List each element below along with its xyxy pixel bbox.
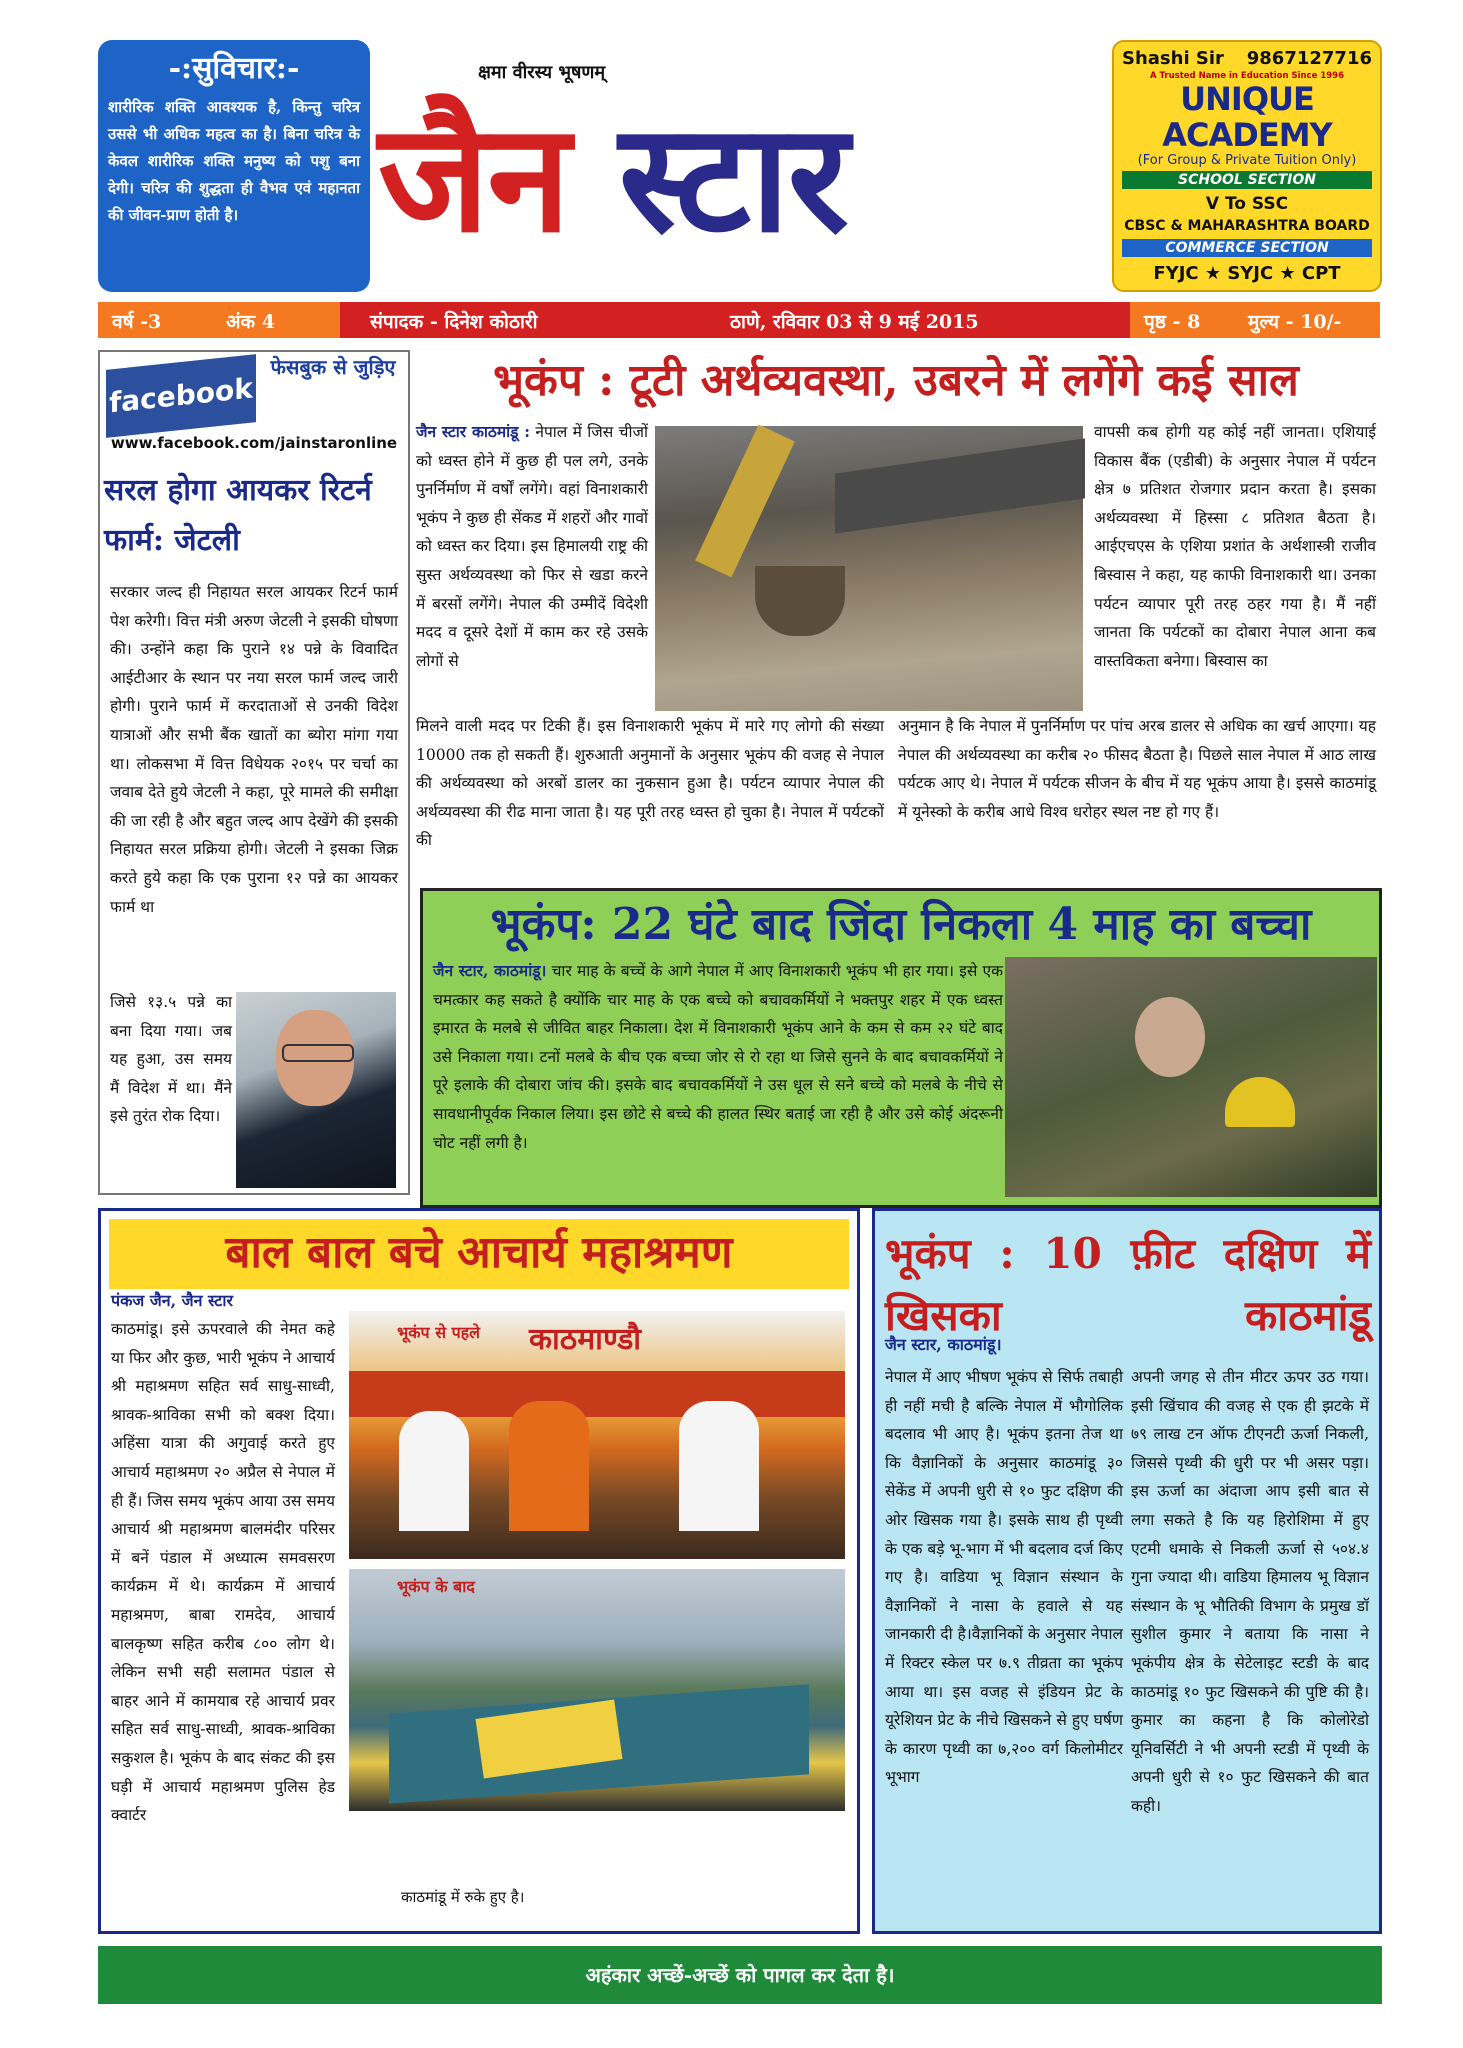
main-story-col1-text: नेपाल में जिस चीजों को ध्वस्त होने में कुछ ही पल लगे, उनके पुनर्निर्माण में वर्षों लगेंगे। वहां विनाशकारी भूकंप ने कुछ ही सेंकड में शहरों और गावों को ध्वस्त कर दिया। इस हिमालयी राष्ट्र की सुस्त अर्थव्यवस्था को फिर से खडा करने में बरसों लगेंगे। नेपाल की उम्मीदें विदेशी मदद व दूसरे देशों में काम कर रहे उसके लोगों से: [416, 423, 648, 670]
ad-boards: CBSC & MAHARASHTRA BOARD: [1124, 218, 1370, 234]
left-story-body: सरकार जल्द ही निहायत सरल आयकर रिटर्न फार्म पेश करेगी। वित्त मंत्री अरुण जेटली ने इसकी घोषणा की। उन्होंने कहा कि पुराने १४ पन्ने के विवादित आईटीआर के स्थान पर नया सरल फार्म जल्द जारी होगी। पुराने फार्म में करदाताओं से उनकी विदेश यात्राओं और सभी बैंक खातों का ब्योरा मांगा गया था। लोकसभा में वित्त विधेयक २०१५ पर चर्चा का जवाब देते हुये जेटली ने कहा, पूरे मामले की समीक्षा की जा रही है और बहुत जल्द आप देखेंगे की इसकी निहायत सरल प्रक्रिया होगी। जेटली ने इसका जिक्र करते हुये कहा कि एक पुराना १२ पन्ने का आयकर फार्म था: [110, 583, 398, 916]
suvichar-text: शारीरिक शक्ति आवश्यक है, किन्तु चरित्र उससे भी अधिक महत्व का है। बिना चरित्र के केवल शारीरिक शक्ति मनुष्य को पशु बना देगी। चरित्र की शुद्धता ही वैभव एवं महानता की जीवन-प्राण होती है।: [108, 98, 360, 224]
main-story-byline: जैन स्टार काठमांडू :: [416, 422, 530, 441]
newspaper-title: [378, 84, 1098, 274]
masthead-motto: क्षमा वीरस्य भूषणम्: [478, 62, 606, 83]
editor-name: संपादक - दिनेश कोठारी: [370, 311, 538, 333]
before-photo-label: भूकंप से पहले: [397, 1323, 481, 1342]
main-story-column-1: [416, 418, 648, 675]
ad-phone: 9867127716: [1246, 48, 1372, 69]
issue-info-bar: [98, 302, 1380, 338]
ad-tagline: A Trusted Name in Education Since 1996: [1150, 71, 1344, 81]
child-rescue-story: [420, 888, 1382, 1208]
photo-helmet-shape: [1225, 1077, 1295, 1127]
issue-year: वर्ष -3: [112, 311, 162, 333]
suvichar-box: [98, 40, 370, 292]
main-story-headline: भूकंप : टूटी अर्थव्यवस्था, उबरने में लगेंगे कई साल: [493, 355, 1299, 406]
ad-school-range: V To SSC: [1205, 194, 1289, 214]
ad-name: UNIQUE ACADEMY: [1162, 80, 1332, 154]
acharya-photo-caption: काठमांडू में रुके हुए है।: [401, 1888, 525, 1906]
ad-contact-row: [1114, 42, 1380, 69]
photo-person-shape: [679, 1401, 759, 1531]
photo-person-shape: [509, 1401, 589, 1531]
portrait-glasses-shape: [282, 1044, 354, 1062]
facebook-url[interactable]: www.facebook.com/jainstaronline: [110, 434, 398, 452]
masthead: [378, 50, 1088, 290]
photo-excavator-arm-shape: [695, 425, 795, 578]
child-story-headline: भूकंप: 22 घंटे बाद जिंदा निकला 4 माह का बच्चा: [490, 899, 1312, 950]
main-story-bottom-right: अनुमान है कि नेपाल में पुनर्निर्माण पर पांच अरब डालर से अधिक का खर्च आएगा। यह नेपाल की अर्थव्यवस्था का करीब २० फीसद बैठता है। पिछले साल नेपाल में आठ लाख पर्यटक आए थे। नेपाल में पर्यटक सीजन के बीच में यह भूकंप आया है। इससे काठमांडू में यूनेस्को के करीब आधे विश्व धरोहर स्थल नष्ट हो गए हैं।: [898, 717, 1376, 821]
child-story-body: [433, 957, 1003, 1157]
facebook-logo-icon: facebook: [106, 354, 256, 438]
main-story-bottom-left: मिलने वाली मदद पर टिकी हैं। इस विनाशकारी भूकंप में मारे गए लोगो की संख्या 10000 तक हो सकती हैं। शुरुआती अनुमानों के अनुसार भूकंप की वजह से नेपाल की अर्थव्यवस्था को अरबों डालर का नुकसान हुआ है। पर्यटन व्यापार नेपाल की अर्थव्यवस्था की रीढ माना जाता है। यह पूरी तरह ध्वस्त हो चुका है। नेपाल में पर्यटकों की: [416, 717, 884, 850]
photo-roof-shape: [835, 438, 1085, 533]
kathmandu-sign: काठमाण्डौ: [529, 1322, 642, 1357]
ad-school-section: SCHOOL SECTION: [1122, 171, 1372, 189]
khiska-story-column-2: अपनी जगह से तीन मीटर ऊपर उठ गया। इसी खिंचाव की वजह से एक ही झटके में ७९ लाख टन ऑफ टीएनटी ऊर्जा निकली, जिससे पृथ्वी की धुरी पर भी असर पड़ा। इस ऊर्जा का अंदाजा आप इसी बात से लगा सकते है कि यह हिरोशिमा में हुए एटमी धमाके से निकली ऊर्जा से ५०४.४ गुना ज्यादा थी। वाडिया हिमालय भू विज्ञान संस्थान के भू भौतिकी विभाग के प्रमुख डॉ सुशील कुमार ने बताया कि नासा ने भूकंपीय क्षेत्र के सेटेलाइट स्टडी के बाद काठमांडू १० फुट खिसकने की पुष्टि की है। कुमार का कहना है कि कोलोरेडो यूनिवर्सिटी ने भी अपनी स्टडी में पृथ्वी के अपनी धुरी से १० फुट खिसकने की बात कही।: [1131, 1368, 1369, 1815]
footer-quote: अहंकार अच्छें-अच्छें को पागल कर देता है।: [98, 1946, 1382, 2004]
ad-contact-name: Shashi Sir: [1122, 48, 1224, 69]
issue-number: अंक 4: [226, 311, 275, 333]
acharya-story-byline: पंकज जैन, जैन स्टार: [111, 1291, 234, 1310]
kathmandu-shift-story: [872, 1208, 1382, 1934]
left-story-body-continued: जिसे १३.५ पन्ने का बना दिया गया। जब यह हुआ, उस समय मैं विदेश में था। मैंने इसे तुरंत रोक दिया।: [110, 993, 232, 1126]
page-count: पृष्ठ - 8: [1144, 311, 1201, 333]
photo-person-shape: [399, 1411, 469, 1531]
jaitley-photo: [236, 992, 396, 1188]
acharya-story-body: काठमांडू। इसे ऊपरवाले की नेमत कहे या फिर और कुछ, भारी भूकंप ने आचार्य श्री महाश्रमण सहित सर्व साधु-साध्वी, श्रावक-श्राविका सभी को बक्श दिया। अहिंसा यात्रा की अगुवाई करते हुए आचार्य महाश्रमण २० अप्रैल से नेपाल में ही हैं। जिस समय भूकंप आया उस समय आचार्य श्री महाश्रमण बालमंदीर परिसर में बनें पंडाल में अध्यात्म समवसरण कार्यक्रम में थे। कार्यक्रम में आचार्य महाश्रमण, बाबा रामदेव, आचार्य बालकृष्ण सहित करीब ८०० लोग थे। लेकिन सभी सही सलामत पंडाल से बाहर आने में कामयाब रहे आचार्य प्रवर सहित सर्व साधु-साध्वी, श्रावक-श्राविका सकुशल है। भूकंप के बाद संकट की इस घड़ी में आचार्य महाश्रमण पुलिस हेड क्वार्टर: [111, 1320, 335, 1825]
child-story-text: चार माह के बच्चें के आगे नेपाल में आए विनाशकारी भूकंप भी हार गया। इसे एक चमत्कार कह सकते है क्योंकि चार माह के एक बच्चे को बचावकर्मियों ने भक्तपुर शहर में एक ध्वस्त इमारत के मलबे से जीवित बाहर निकाला। देश में विनाशकारी भूकंप आने के कम से कम २२ घंटे बाद उसे निकाला गया। टनों मलबे के बीच एक बच्चा जोर से रो रहा था जिसे सुनने के बाद बचावकर्मियों ने पूरे इलाके की दोबारा जांच की। इसके बाद बचावकर्मियों ने उस धूल से सने बच्चे को मलबे के नीचे से सावधानीपूर्वक निकाल लिया। इस छोटे से बच्चे की हालत स्थिर बताई जा रही है और उसे कोई अंदरूनी चोट नहीं लगी है।: [433, 962, 1003, 1152]
price: मुल्य - 10/-: [1248, 311, 1342, 333]
title-part-jain: जैन: [378, 92, 569, 266]
left-story-headline: सरल होगा आयकर रिटर्न फार्म: जेटली: [104, 473, 372, 558]
facebook-promo-text: फेसबुक से जुड़िए: [270, 355, 396, 379]
facebook-promo[interactable]: [102, 354, 406, 456]
ad-commerce-section: COMMERCE SECTION: [1122, 239, 1372, 257]
child-story-byline: जैन स्टार, काठमांडू।: [433, 961, 547, 980]
after-photo-label: भूकंप के बाद: [397, 1577, 475, 1596]
photo-baby-shape: [1135, 997, 1205, 1077]
photo-excavator-bucket-shape: [755, 566, 845, 636]
unique-academy-ad: [1112, 40, 1382, 292]
ad-classes: FYJC ★ SYJC ★ CPT: [1153, 263, 1341, 284]
after-earthquake-photo: [349, 1569, 845, 1811]
khiska-story-column-1: नेपाल में आए भीषण भूकंप से सिर्फ तबाही ही नहीं मची है बल्कि नेपाल में भौगोलिक बदलाव भी आए है। भूकंप इतना तेज था कि वैज्ञानिकों के अनुसार काठमांडू ३० सेकेंड में अपनी धुरी से १० फुट दक्षिण की ओर खिसक गया है। इसके साथ ही पृथ्वी के एक बड़े भू-भाग में भी बदलाव दर्ज किए गए है। वाडिया भू विज्ञान संस्थान के वैज्ञानिकों ने नासा के हवाले से यह जानकारी दी है।वैज्ञानिकों के अनुसार नेपाल में रिक्टर स्केल पर ७.९ तीव्रता का भूकंप आया था। इस वजह से इंडियन प्रेट के यूरेशियन प्रेट के नीचे खिसकने से हुए घर्षण के कारण पृथ्वी का ७,२०० वर्ग किलोमीटर भूभाग: [885, 1368, 1123, 1787]
acharya-story-headline: बाल बाल बचे आचार्य महाश्रमण: [109, 1219, 849, 1289]
title-part-star: स्टार: [618, 92, 847, 266]
suvichar-heading: -:सुविचार:-: [168, 51, 300, 86]
acharya-story: [98, 1208, 860, 1934]
issue-date: ठाणे, रविवार 03 से 9 मई 2015: [730, 311, 979, 333]
photo-banner-shape: [349, 1371, 845, 1417]
before-earthquake-photo: [349, 1311, 845, 1559]
khiska-story-byline: जैन स्टार, काठमांडू।: [885, 1335, 1002, 1354]
ad-subtitle: (For Group & Private Tuition Only): [1137, 153, 1357, 168]
child-rescue-photo: [1005, 957, 1377, 1197]
earthquake-rubble-photo: [655, 426, 1083, 711]
main-story-column-3: वापसी कब होगी यह कोई नहीं जानता। एशियाई विकास बैंक (एडीबी) के अनुसार नेपाल में पर्यटन क्षेत्र ७ प्रतिशत रोजगार प्रदान करता है। इसका अर्थव्यवस्था में हिस्सा ८ प्रतिशत बैठता है। आईएचएस के एशिया प्रशांत के अर्थशास्त्री राजीव बिस्वास ने कहा, यह काफी विनाशकारी था। उनका पर्यटन व्यापार पूरी तरह ठहर गया है। मैं नहीं जानता कि पर्यटकों का दोबारा नेपाल आना कब वास्तविकता बनेगा। बिस्वास का: [1094, 423, 1376, 670]
khiska-story-headline: भूकंप : 10 फ़ीट दक्षिण में खिसका काठमांडू: [885, 1229, 1371, 1340]
